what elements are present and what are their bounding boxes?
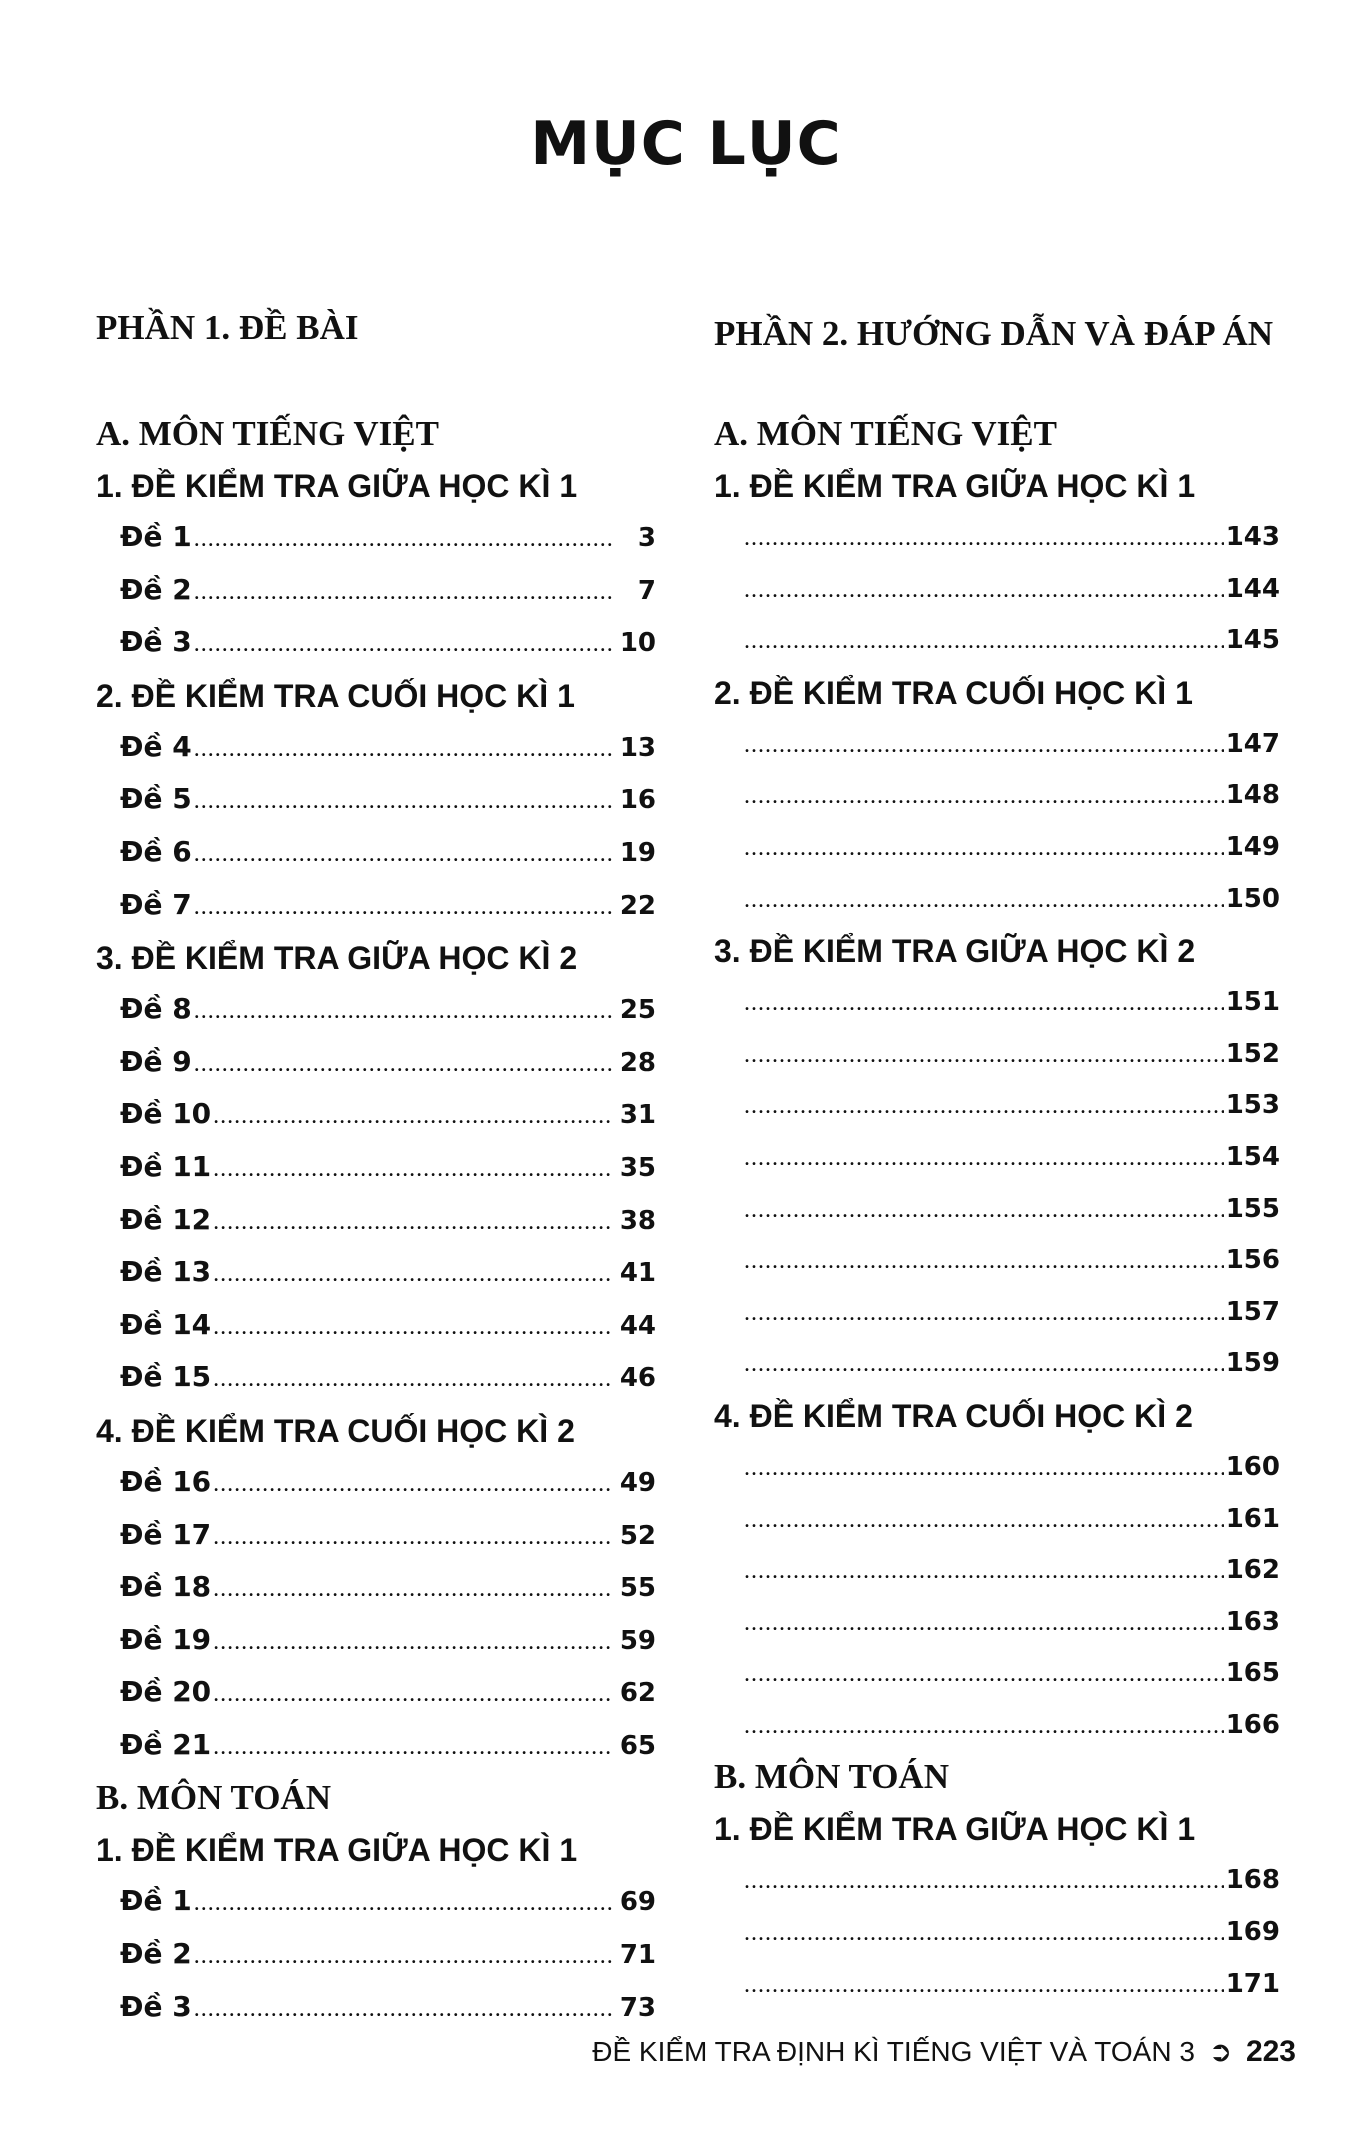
toc-entry	[714, 1287, 1280, 1339]
entry-page-number: 171	[1225, 1968, 1280, 1999]
entry-label: Đề 3	[120, 1989, 192, 2023]
entry-label: Đề 1	[120, 1884, 192, 1918]
toc-entry	[714, 874, 1280, 926]
entry-label: Đề 12	[120, 1202, 212, 1236]
dot-leader	[194, 1039, 612, 1090]
entry-page-number: 44	[619, 1310, 656, 1341]
toc-entry	[96, 1352, 656, 1405]
dot-leader	[744, 978, 1224, 1029]
toc-entry	[96, 1142, 656, 1195]
entry-label: Đề 16	[120, 1464, 212, 1498]
dot-leader	[744, 1908, 1224, 1959]
dot-leader	[744, 1339, 1224, 1390]
dot-leader	[194, 619, 612, 670]
toc-entry	[96, 774, 656, 827]
entry-page-number: 149	[1225, 831, 1280, 862]
toc-entry	[96, 984, 656, 1037]
dot-leader	[213, 1669, 612, 1720]
toc-entry	[714, 977, 1280, 1029]
toc-column-part-2	[714, 300, 1280, 2010]
dot-leader	[744, 1081, 1224, 1132]
dot-leader	[744, 875, 1224, 926]
dot-leader	[194, 724, 612, 775]
entry-page-number: 161	[1225, 1503, 1280, 1534]
entry-page-number: 59	[619, 1625, 656, 1656]
subject-heading: B. MÔN TOÁN	[714, 1757, 949, 1797]
page-footer	[592, 2032, 1296, 2072]
subject-heading: A. MÔN TIẾNG VIỆT	[96, 414, 439, 453]
entry-label: Đề 4	[120, 729, 192, 763]
entry-page-number: 41	[619, 1258, 656, 1289]
page-title: MỤC LỤC	[530, 109, 842, 179]
toc-blocks	[714, 408, 1280, 2010]
entry-label: Đề 9	[120, 1044, 192, 1078]
section-heading: 3. ĐỀ KIỂM TRA GIỮA HỌC KÌ 2	[714, 933, 1196, 970]
subject-heading: A. MÔN TIẾNG VIỆT	[714, 414, 1057, 453]
entry-label: Đề 20	[120, 1675, 212, 1709]
dot-leader	[744, 565, 1224, 616]
toc-entry	[96, 1615, 656, 1668]
toc-entry	[714, 1597, 1280, 1649]
dot-leader	[194, 882, 612, 933]
entry-page-number: 65	[619, 1730, 656, 1761]
entry-page-number: 165	[1225, 1658, 1280, 1689]
entry-label: Đề 17	[120, 1517, 212, 1551]
entry-label: Đề 18	[120, 1570, 212, 1604]
entry-page-number: 71	[619, 1940, 656, 1971]
entry-label: Đề 14	[120, 1307, 212, 1341]
section-heading: 1. ĐỀ KIỂM TRA GIỮA HỌC KÌ 1	[714, 1811, 1196, 1848]
toc-entry	[714, 1029, 1280, 1081]
toc-entry	[714, 1855, 1280, 1907]
toc-entry	[714, 615, 1280, 667]
entry-label: Đề 8	[120, 992, 192, 1026]
entry-page-number: 160	[1225, 1451, 1280, 1482]
toc-entry	[96, 827, 656, 880]
entry-label: Đề 15	[120, 1360, 212, 1394]
dot-leader	[213, 1249, 612, 1300]
toc-column-part-1	[96, 300, 656, 2034]
entry-page-number: 157	[1225, 1296, 1280, 1327]
toc-entry	[96, 880, 656, 933]
dot-leader	[744, 720, 1224, 771]
toc-entry	[714, 1442, 1280, 1494]
dot-leader	[213, 1722, 612, 1773]
toc-entry	[96, 1982, 656, 2035]
dot-leader	[213, 1354, 612, 1405]
page-number: 223	[1245, 2035, 1296, 2068]
dot-leader	[194, 986, 612, 1037]
entry-page-number: 166	[1225, 1709, 1280, 1740]
toc-entry	[96, 1037, 656, 1090]
entry-page-number: 143	[1225, 522, 1280, 552]
toc-entry	[714, 1700, 1280, 1752]
dot-leader	[744, 1495, 1224, 1546]
entry-page-number: 69	[619, 1887, 656, 1918]
entry-page-number: 153	[1225, 1090, 1280, 1121]
footer-title: ĐỀ KIỂM TRA ĐỊNH KÌ TIẾNG VIỆT VÀ TOÁN 3	[592, 2036, 1195, 2067]
entry-page-number: 155	[1225, 1193, 1280, 1224]
toc-entry	[96, 617, 656, 670]
toc-entry	[96, 1876, 656, 1929]
entry-page-number: 49	[619, 1467, 656, 1498]
arrow-icon: ➲	[1208, 2036, 1233, 2067]
dot-leader	[213, 1564, 612, 1615]
entry-page-number: 19	[619, 837, 656, 868]
dot-leader	[213, 1512, 612, 1563]
toc-entry	[714, 1338, 1280, 1390]
dot-leader	[744, 1236, 1224, 1287]
section-heading: 3. ĐỀ KIỂM TRA GIỮA HỌC KÌ 2	[96, 940, 578, 977]
entry-page-number: 73	[619, 1992, 656, 2023]
entry-page-number: 168	[1225, 1865, 1280, 1896]
entry-page-number: 55	[619, 1573, 656, 1604]
dot-leader	[744, 1443, 1224, 1494]
dot-leader	[744, 1960, 1224, 2011]
dot-leader	[744, 1598, 1224, 1649]
entry-page-number: 144	[1225, 573, 1280, 604]
entry-label: Đề 13	[120, 1255, 212, 1289]
entry-label: Đề 1	[120, 520, 192, 553]
entry-page-number: 28	[619, 1047, 656, 1078]
section-heading: 1. ĐỀ KIỂM TRA GIỮA HỌC KÌ 1	[96, 468, 578, 504]
toc-entry	[714, 512, 1280, 564]
toc-entry	[714, 1648, 1280, 1700]
toc-entry	[96, 1562, 656, 1615]
toc-entry	[714, 719, 1280, 771]
section-heading: 1. ĐỀ KIỂM TRA GIỮA HỌC KÌ 1	[96, 1832, 578, 1869]
toc-entry	[96, 1195, 656, 1248]
dot-leader	[213, 1197, 612, 1248]
entry-page-number: 10	[619, 628, 656, 659]
dot-leader	[744, 616, 1224, 667]
toc-entry	[96, 512, 656, 565]
toc-entry	[96, 1089, 656, 1142]
entry-page-number: 3	[637, 523, 656, 553]
toc-entry	[96, 1720, 656, 1773]
toc-entry	[714, 564, 1280, 616]
dot-leader	[194, 1984, 612, 2035]
entry-page-number: 52	[619, 1520, 656, 1551]
dot-leader	[744, 1856, 1224, 1907]
toc-entry	[96, 722, 656, 775]
dot-leader	[194, 1878, 612, 1929]
dot-leader	[744, 513, 1224, 564]
entry-page-number: 147	[1225, 728, 1280, 759]
entry-label: Đề 11	[120, 1149, 212, 1183]
toc-entry	[714, 1132, 1280, 1184]
entry-page-number: 35	[619, 1152, 656, 1183]
entry-page-number: 38	[619, 1205, 656, 1236]
dot-leader	[213, 1459, 612, 1510]
dot-leader	[194, 567, 612, 618]
entry-label: Đề 6	[120, 834, 192, 868]
dot-leader	[194, 514, 612, 565]
toc-entry	[714, 1080, 1280, 1132]
entry-label: Đề 19	[120, 1622, 212, 1656]
entry-page-number: 7	[637, 575, 656, 606]
entry-page-number: 159	[1225, 1348, 1280, 1379]
entry-page-number: 156	[1225, 1245, 1280, 1276]
part-title: PHẦN 2. HƯỚNG DẪN VÀ ĐÁP ÁN	[714, 314, 1274, 353]
entry-label: Đề 2	[120, 1937, 192, 1971]
dot-leader	[213, 1617, 612, 1668]
dot-leader	[194, 776, 612, 827]
entry-label: Đề 5	[120, 782, 192, 816]
entry-page-number: 46	[619, 1363, 656, 1394]
dot-leader	[744, 771, 1224, 822]
part-title: PHẦN 1. ĐỀ BÀI	[96, 308, 359, 347]
toc-entry	[714, 1184, 1280, 1236]
entry-page-number: 16	[619, 785, 656, 816]
dot-leader	[744, 1649, 1224, 1700]
entry-page-number: 154	[1225, 1141, 1280, 1172]
toc-entry	[714, 1494, 1280, 1546]
entry-page-number: 62	[619, 1678, 656, 1709]
toc-entry	[96, 1247, 656, 1300]
section-heading: 2. ĐỀ KIỂM TRA CUỐI HỌC KÌ 1	[714, 674, 1193, 711]
dot-leader	[744, 1288, 1224, 1339]
entry-label: Đề 3	[120, 625, 192, 659]
section-heading: 4. ĐỀ KIỂM TRA CUỐI HỌC KÌ 2	[96, 1412, 575, 1449]
entry-label: Đề 7	[120, 887, 192, 921]
toc-entry	[714, 1907, 1280, 1959]
dot-leader	[194, 1931, 612, 1982]
entry-page-number: 163	[1225, 1606, 1280, 1637]
toc-entry	[714, 822, 1280, 874]
entry-page-number: 31	[619, 1100, 656, 1131]
entry-page-number: 13	[619, 732, 656, 763]
toc-entry	[96, 1510, 656, 1563]
entry-page-number: 25	[619, 995, 656, 1026]
dot-leader	[744, 1185, 1224, 1236]
entry-page-number: 148	[1225, 780, 1280, 811]
section-heading: 1. ĐỀ KIỂM TRA GIỮA HỌC KÌ 1	[714, 468, 1196, 504]
dot-leader	[213, 1144, 612, 1195]
entry-label: Đề 10	[120, 1097, 212, 1131]
entry-page-number: 145	[1225, 625, 1280, 656]
toc-entry	[714, 1545, 1280, 1597]
entry-page-number: 162	[1225, 1555, 1280, 1586]
toc-entry	[96, 565, 656, 618]
dot-leader	[744, 823, 1224, 874]
section-heading: 4. ĐỀ KIỂM TRA CUỐI HỌC KÌ 2	[714, 1397, 1193, 1434]
dot-leader	[744, 1701, 1224, 1752]
dot-leader	[213, 1302, 612, 1353]
toc-entry	[96, 1929, 656, 1982]
section-heading: 2. ĐỀ KIỂM TRA CUỐI HỌC KÌ 1	[96, 677, 575, 714]
entry-page-number: 22	[619, 890, 656, 921]
entry-page-number: 169	[1225, 1917, 1280, 1948]
entry-page-number: 152	[1225, 1038, 1280, 1069]
dot-leader	[744, 1133, 1224, 1184]
entry-label: Đề 2	[120, 572, 192, 606]
dot-leader	[213, 1091, 612, 1142]
entry-page-number: 151	[1225, 987, 1280, 1018]
toc-entry	[96, 1667, 656, 1720]
dot-leader	[194, 829, 612, 880]
toc-entry	[714, 1959, 1280, 2011]
dot-leader	[744, 1030, 1224, 1081]
entry-page-number: 150	[1225, 883, 1280, 914]
dot-leader	[744, 1546, 1224, 1597]
toc-entry	[714, 1235, 1280, 1287]
subject-heading: B. MÔN TOÁN	[96, 1778, 331, 1818]
toc-entry	[714, 770, 1280, 822]
toc-blocks	[96, 408, 656, 2034]
toc-entry	[96, 1457, 656, 1510]
entry-label: Đề 21	[120, 1727, 212, 1761]
toc-entry	[96, 1300, 656, 1353]
